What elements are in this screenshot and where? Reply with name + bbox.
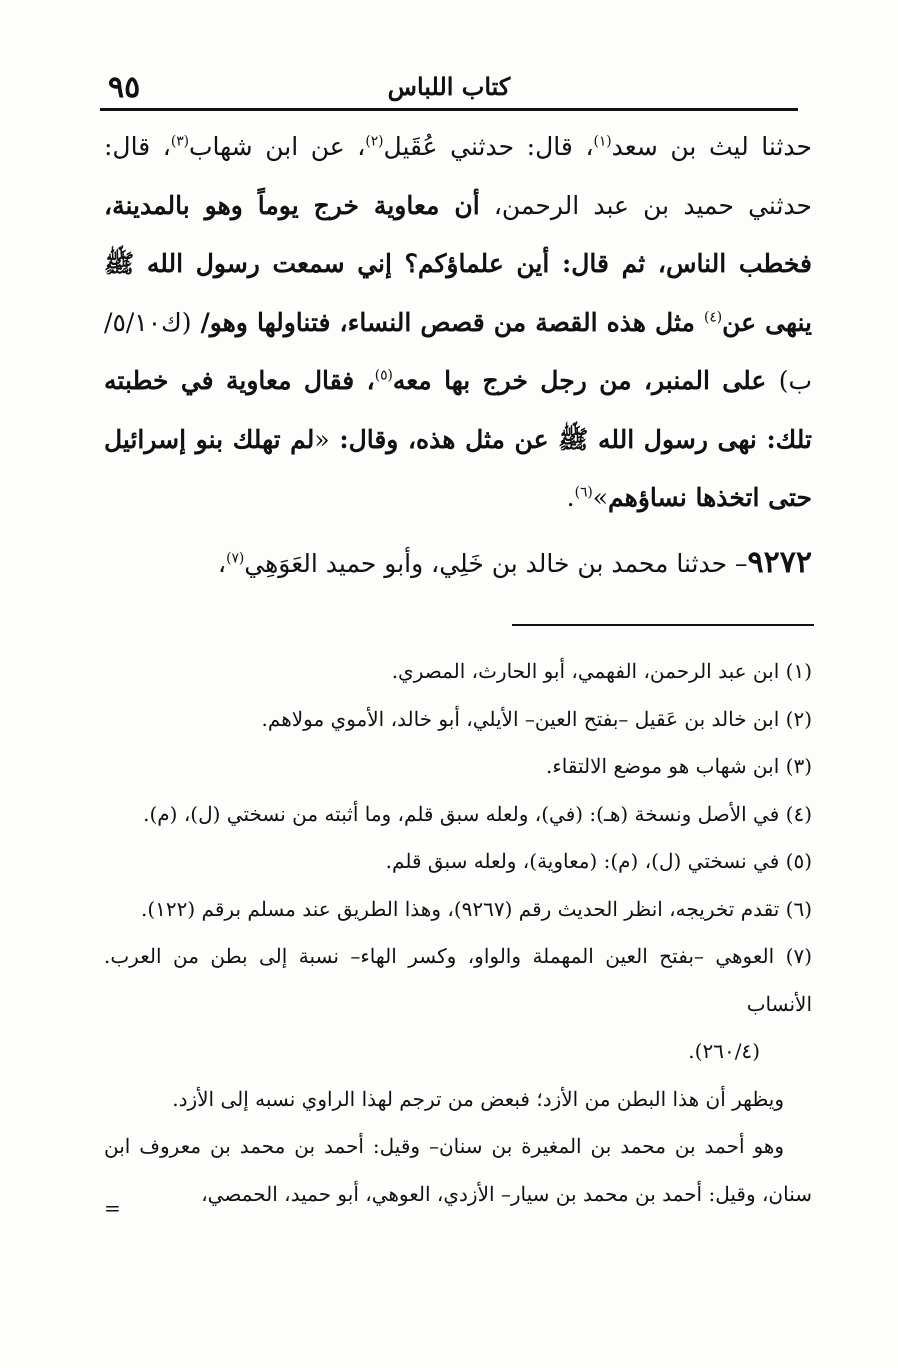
footnote-5: (٥) في نسختي (ل)، (م): (معاوية)، ولعله سبق قلم. [385, 849, 812, 873]
footnote-ref-3: (٣) [170, 133, 189, 150]
footnote-ref-1: (١) [593, 133, 612, 150]
footnote-3: (٣) ابن شهاب هو موضع الالتقاء. [545, 754, 812, 778]
text-segment: . [566, 483, 575, 512]
bold-segment: على المنبر، من رجل خرج بها معه [392, 366, 779, 395]
bold-segment: أن معاوية خرج يوماً وهو بالمدينة، فخطب الناس، ثم قال: أين علماؤكم؟ إني سمعت رسول الله ﷺ ينهى عن [104, 190, 813, 337]
footnote-ref-5: (٥) [374, 367, 393, 384]
hadith-9272 [104, 534, 812, 594]
footnote-7-paragraph: وهو أحمد بن محمد بن المغيرة بن سنان– وقيل: أحمد بن محمد بن معروف ابن سنان، وقيل: أحمد بن محمد بن سيار– الأزدي، العوهي، أبو حميد، الحمصي، [104, 1134, 812, 1206]
page-number: ٩٥ [108, 70, 141, 105]
page-header [100, 68, 798, 111]
footnotes [104, 648, 812, 1218]
footnote-4: (٤) في الأصل ونسخة (هـ): (في)، ولعله سبق قلم، وما أثبته من نسختي (ل)، (م). [143, 801, 812, 826]
footnote-7: (٧) العوهي –بفتح العين المهملة والواو، وكسر الهاء– نسبة إلى بطن من العرب. الأنساب [104, 944, 812, 1016]
hadith-number: ٩٢٧٢ [747, 544, 812, 580]
bold-segment: لم تهلك بنو إسرائيل حتى اتخذها نساؤهم [104, 424, 812, 512]
text-segment: ، [218, 548, 227, 578]
footnote-separator [512, 624, 814, 626]
quote-close: » [592, 483, 609, 512]
bold-segment: ، فقال معاوية في خطبته تلك: نهى رسول الله ﷺ عن مثل هذه، وقال: [104, 366, 812, 454]
footnote-7-continuation: (٢٦٠/٤). [688, 1039, 760, 1063]
continuation-mark: = [104, 1196, 121, 1220]
text-segment: حدثنا ليث بن سعد [611, 132, 812, 161]
hadith-9271-continuation [104, 118, 812, 528]
running-title: كتاب اللباس [387, 72, 511, 101]
footnote-2: (٢) ابن خالد بن عَقيل –بفتح العين– الأيلي، أبو خالد، الأموي مولاهم. [261, 706, 812, 731]
text-segment: ، عن ابن شهاب [188, 132, 366, 161]
footnote-ref-4: (٤) [703, 309, 723, 326]
footnote-ref-2: (٢) [365, 133, 384, 150]
footnote-7-paragraph: ويظهر أن هذا البطن من الأزد؛ فبعض من ترجم لهذا الراوي نسبه إلى الأزد. [172, 1086, 784, 1111]
main-text [104, 118, 812, 593]
footnote-ref-7: (٧) [226, 550, 245, 567]
manuscript-reference: (ك٥/١٠/ب) [104, 307, 812, 395]
footnote-ref-6: (٦) [574, 484, 593, 501]
text-segment: ، قال: حدثني حميد بن عبد الرحمن، [104, 132, 812, 220]
bold-segment: مثل هذه القصة من قصص النساء، فتناولها وهو/ [191, 307, 704, 337]
text-segment: ، قال: حدثني عُقَيل [383, 132, 594, 161]
text-segment: – حدثنا محمد بن خالد بن خَلِي، وأبو حميد العَوَهِي [244, 548, 748, 578]
quote-open: « [314, 424, 330, 454]
footnote-1: (١) ابن عبد الرحمن، الفهمي، أبو الحارث، المصري. [391, 659, 812, 683]
footnote-6: (٦) تقدم تخريجه، انظر الحديث رقم (٩٢٦٧)، وهذا الطريق عند مسلم برقم (١٢٢). [140, 896, 812, 921]
